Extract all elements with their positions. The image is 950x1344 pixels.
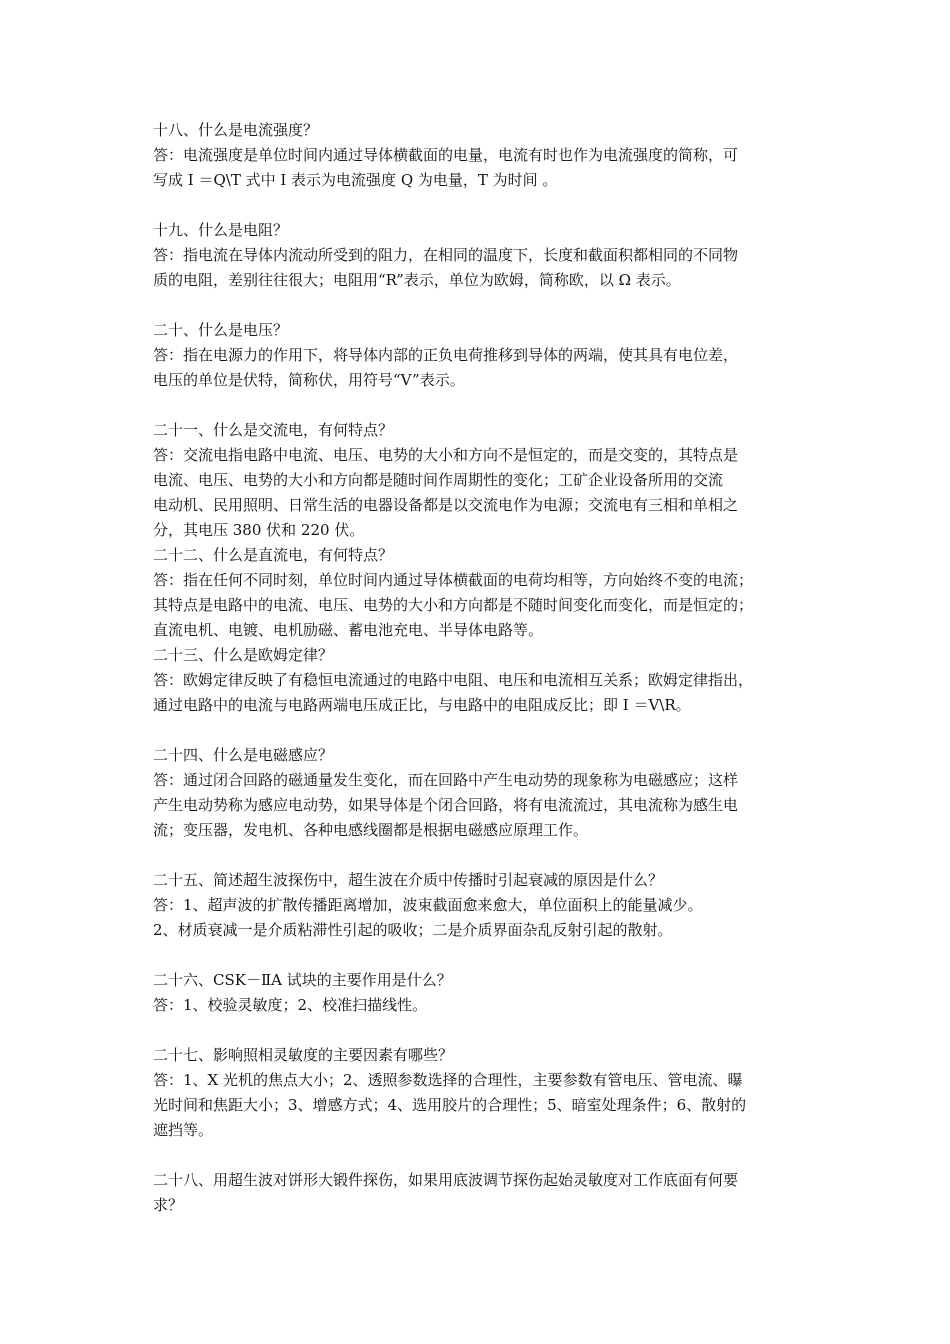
answer-23-line-1: 答：欧姆定律反映了有稳恒电流通过的电路中电阻、电压和电流相互关系；欧姆定律指出， xyxy=(153,671,754,689)
answer-27-line-2: 光时间和焦距大小；3、增感方式；4、选用胶片的合理性；5、暗室处理条件；6、散射的 xyxy=(153,1096,747,1114)
answer-18-line-2: 写成 I ＝Q\T 式中 I 表示为电流强度 Q 为电量，T 为时间 。 xyxy=(153,171,558,189)
paragraph-gap xyxy=(153,1143,808,1168)
answer-21-line-3: 电动机、民用照明、日常生活的电器设备都是以交流电作为电源；交流电有三相和单相之 xyxy=(153,496,739,514)
answer-20-line-1: 答：指在电源力的作用下，将导体内部的正负电荷推移到导体的两端，使其具有电位差， xyxy=(153,346,739,364)
paragraph-gap xyxy=(153,293,808,318)
question-28: 二十八、用超生波对饼形大锻件探伤，如果用底波调节探伤起始灵敏度对工作底面有何要 xyxy=(153,1171,739,1189)
answer-24-line-3: 流；变压器，发电机、各种电感线圈都是根据电磁感应原理工作。 xyxy=(153,821,589,839)
paragraph-gap xyxy=(153,843,808,868)
qa-block-21 xyxy=(153,418,808,543)
paragraph-gap xyxy=(153,193,808,218)
answer-25-line-1: 答：1、超声波的扩散传播距离增加，波束截面愈来愈大，单位面积上的能量减少。 xyxy=(153,896,703,914)
qa-block-27 xyxy=(153,1043,808,1143)
qa-block-22 xyxy=(153,543,808,643)
answer-19-line-1: 答：指电流在导体内流动所受到的阻力，在相同的温度下，长度和截面积都相同的不同物 xyxy=(153,246,739,264)
paragraph-gap xyxy=(153,943,808,968)
question-24: 二十四、什么是电磁感应？ xyxy=(153,746,334,764)
paragraph-gap xyxy=(153,393,808,418)
answer-20-line-2: 电压的单位是伏特，简称伏，用符号“V”表示。 xyxy=(153,371,465,389)
answer-27-line-1: 答：1、X 光机的焦点大小；2、透照参数选择的合理性，主要参数有管电压、管电流、曝 xyxy=(153,1071,743,1089)
answer-25-line-2: 2、材质衰减一是介质粘滞性引起的吸收；二是介质界面杂乱反射引起的散射。 xyxy=(153,921,673,939)
answer-27-line-3: 遮挡等。 xyxy=(153,1121,214,1139)
answer-21-line-4: 分，其电压 380 伏和 220 伏。 xyxy=(153,521,365,539)
question-28-continuation: 求？ xyxy=(153,1196,184,1214)
paragraph-gap xyxy=(153,718,808,743)
question-26: 二十六、CSK－ⅡA 试块的主要作用是什么？ xyxy=(153,971,452,989)
question-25: 二十五、简述超生波探伤中，超生波在介质中传播时引起衰减的原因是什么？ xyxy=(153,871,664,889)
answer-24-line-2: 产生电动势称为感应电动势，如果导体是个闭合回路，将有电流流过，其电流称为感生电 xyxy=(153,796,739,814)
qa-block-19 xyxy=(153,218,808,293)
answer-23-line-2: 通过电路中的电流与电路两端电压成正比，与电路中的电阻成反比；即 I ＝V\R。 xyxy=(153,696,691,714)
answer-22-line-3: 直流电机、电镀、电机励磁、蓄电池充电、半导体电路等。 xyxy=(153,621,544,639)
question-22: 二十二、什么是直流电，有何特点？ xyxy=(153,546,394,564)
question-19: 十九、什么是电阻？ xyxy=(153,221,289,239)
qa-block-25 xyxy=(153,868,808,943)
question-20: 二十、什么是电压？ xyxy=(153,321,289,339)
answer-21-line-1: 答：交流电指电路中电流、电压、电势的大小和方向不是恒定的，而是交变的，其特点是 xyxy=(153,446,739,464)
qa-block-23 xyxy=(153,643,808,718)
paragraph-gap xyxy=(153,1018,808,1043)
question-18: 十八、什么是电流强度？ xyxy=(153,121,319,139)
qa-block-20 xyxy=(153,318,808,393)
answer-19-line-2: 质的电阻，差别往往很大；电阻用“R”表示，单位为欧姆，简称欧，以 Ω 表示。 xyxy=(153,271,681,289)
question-21: 二十一、什么是交流电，有何特点？ xyxy=(153,421,394,439)
answer-21-line-2: 电流、电压、电势的大小和方向都是随时间作周期性的变化；工矿企业设备所用的交流 xyxy=(153,471,724,489)
answer-26-line-1: 答：1、校验灵敏度；2、校准扫描线性。 xyxy=(153,996,428,1014)
answer-22-line-1: 答：指在任何不同时刻，单位时间内通过导体横截面的电荷均相等，方向始终不变的电流； xyxy=(153,571,754,589)
answer-24-line-1: 答：通过闭合回路的磁通量发生变化，而在回路中产生电动势的现象称为电磁感应；这样 xyxy=(153,771,739,789)
qa-block-26 xyxy=(153,968,808,1018)
answer-22-line-2: 其特点是电路中的电流、电压、电势的大小和方向都是不随时间变化而变化，而是恒定的； xyxy=(153,596,754,614)
question-23: 二十三、什么是欧姆定律？ xyxy=(153,646,334,664)
qa-block-28 xyxy=(153,1168,808,1218)
answer-18-line-1: 答：电流强度是单位时间内通过导体横截面的电量，电流有时也作为电流强度的简称，可 xyxy=(153,146,739,164)
document-body xyxy=(153,118,808,1218)
qa-block-18 xyxy=(153,118,808,193)
question-27: 二十七、影响照相灵敏度的主要因素有哪些？ xyxy=(153,1046,454,1064)
qa-block-24 xyxy=(153,743,808,843)
